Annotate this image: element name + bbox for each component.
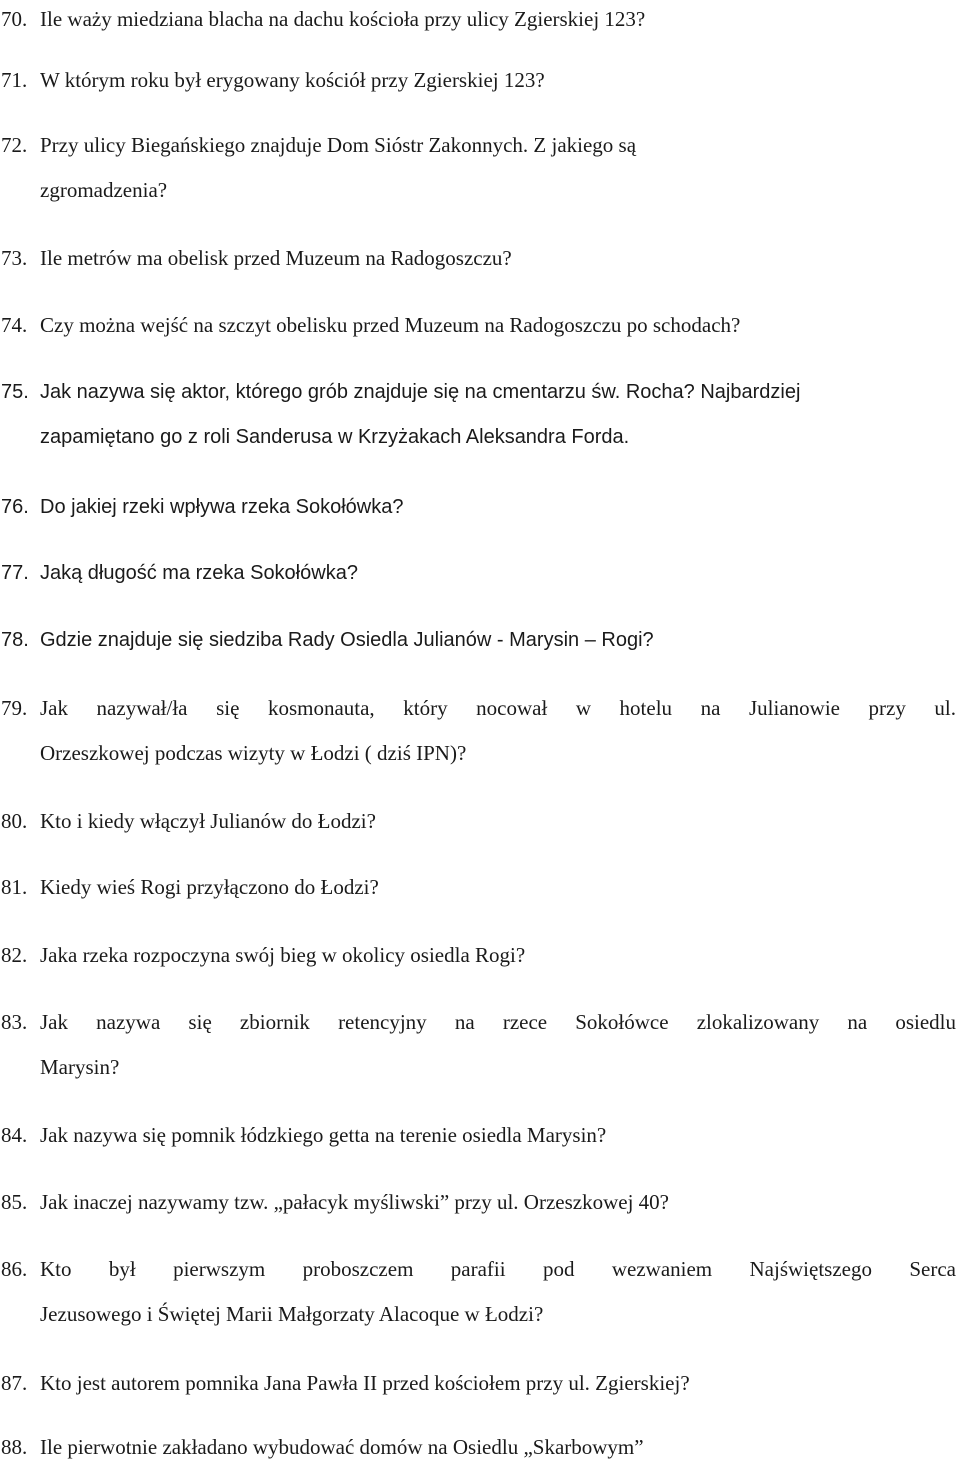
question-number: 85. — [1, 1190, 28, 1214]
question-text-continued: Jezusowego i Świętej Marii Małgorzaty Alacoque w Łodzi? — [40, 1302, 544, 1326]
question-number: 76. — [1, 496, 29, 518]
question-text-continued: Orzeszkowej podczas wizyty w Łodzi ( dziś IPN)? — [40, 741, 467, 765]
question-text-continued: zgromadzenia? — [40, 178, 168, 202]
question-number: 72. — [1, 133, 28, 157]
question-text: Przy ulicy Biegańskiego znajduje Dom Sióstr Zakonnych. Z jakiego są — [40, 133, 637, 157]
question-text: Ile metrów ma obelisk przed Muzeum na Radogoszczu? — [40, 246, 512, 270]
question-number: 87. — [1, 1371, 28, 1395]
question-text: Kto był pierwszym proboszczem parafii pod wezwaniem Najświętszego Serca — [40, 1257, 956, 1281]
question-text: W którym roku był erygowany kościół przy Zgierskiej 123? — [40, 68, 545, 92]
question-72 — [0, 123, 956, 213]
question-text: Jak inaczej nazywamy tzw. „pałacyk myśliwski” przy ul. Orzeszkowej 40? — [40, 1190, 669, 1214]
question-text: Jak nazywa się zbiornik retencyjny na rzece Sokołówce zlokalizowany na osiedlu — [40, 1010, 956, 1034]
question-text: Jak nazywa się pomnik łódzkiego getta na terenie osiedla Marysin? — [40, 1123, 607, 1147]
question-74 — [0, 303, 956, 348]
question-text: Jak nazywa się aktor, którego grób znajduje się na cmentarzu św. Rocha? Najbardziej — [40, 381, 801, 403]
question-text: Czy można wejść na szczyt obelisku przed Muzeum na Radogoszczu po schodach? — [40, 313, 741, 337]
question-number: 71. — [1, 68, 28, 92]
question-number: 83. — [1, 1010, 28, 1034]
question-text: Kto jest autorem pomnika Jana Pawła II przed kościołem przy ul. Zgierskiej? — [40, 1371, 690, 1395]
question-text: Gdzie znajduje się siedziba Rady Osiedla Julianów - Marysin – Rogi? — [40, 629, 654, 651]
question-text: Jaką długość ma rzeka Sokołówka? — [40, 562, 358, 584]
question-text: Jaka rzeka rozpoczyna swój bieg w okolicy osiedla Rogi? — [40, 943, 526, 967]
question-86 — [0, 1247, 956, 1337]
question-number: 70. — [1, 7, 28, 31]
question-number: 77. — [1, 562, 29, 584]
question-text: Ile pierwotnie zakładano wybudować domów na Osiedlu „Skarbowym” — [40, 1435, 644, 1459]
question-83 — [0, 1000, 956, 1090]
question-85 — [0, 1180, 956, 1225]
question-text: Do jakiej rzeki wpływa rzeka Sokołówka? — [40, 496, 404, 518]
question-number: 88. — [1, 1435, 28, 1459]
question-number: 81. — [1, 875, 28, 899]
question-87 — [0, 1361, 956, 1406]
question-text: Kto i kiedy włączył Julianów do Łodzi? — [40, 809, 376, 833]
question-number: 86. — [1, 1257, 28, 1281]
question-76 — [0, 485, 956, 530]
question-77 — [0, 551, 956, 596]
question-number: 75. — [1, 381, 29, 403]
question-81 — [0, 865, 956, 910]
question-number: 78. — [1, 629, 29, 651]
question-70 — [0, 0, 956, 42]
question-text: Jak nazywał/ła się kosmonauta, który nocował w hotelu na Julianowie przy ul. — [40, 696, 956, 720]
question-number: 73. — [1, 246, 28, 270]
question-78 — [0, 618, 956, 663]
question-71 — [0, 58, 956, 103]
question-text-continued: zapamiętano go z roli Sanderusa w Krzyżakach Aleksandra Forda. — [40, 426, 630, 448]
question-number: 84. — [1, 1123, 28, 1147]
question-79 — [0, 686, 956, 776]
question-73 — [0, 236, 956, 281]
question-number: 80. — [1, 809, 28, 833]
question-text-continued: Marysin? — [40, 1055, 120, 1079]
question-number: 74. — [1, 313, 28, 337]
question-82 — [0, 933, 956, 978]
question-number: 82. — [1, 943, 28, 967]
question-75 — [0, 370, 956, 460]
question-80 — [0, 799, 956, 844]
question-text: Kiedy wieś Rogi przyłączono do Łodzi? — [40, 875, 379, 899]
question-text: Ile waży miedziana blacha na dachu kościoła przy ulicy Zgierskiej 123? — [40, 7, 646, 31]
question-84 — [0, 1113, 956, 1158]
question-number: 79. — [1, 696, 28, 720]
question-88 — [0, 1425, 956, 1470]
